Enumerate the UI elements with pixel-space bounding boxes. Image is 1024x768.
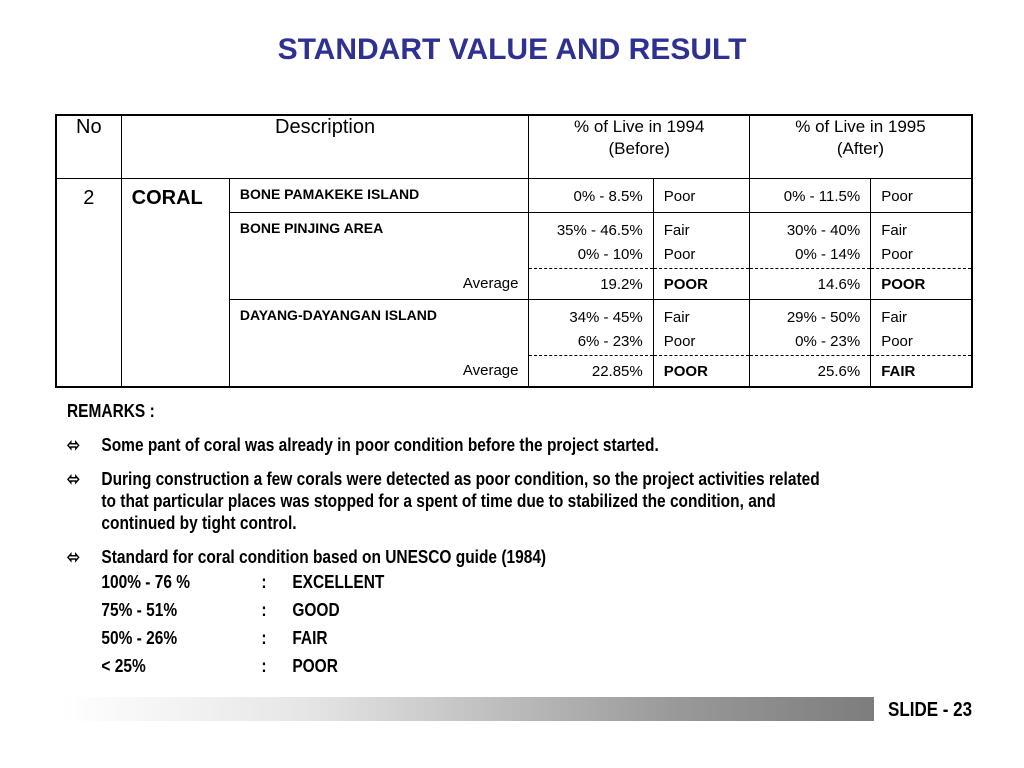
value-1995-b: 0% - 23% xyxy=(795,333,861,350)
status-1994-a: Fair xyxy=(663,309,690,326)
remark-text: Standard for coral condition based on UNESCO guide (1984) xyxy=(101,547,547,567)
value-1994 xyxy=(529,300,653,356)
site-name: BONE PINJING AREA xyxy=(229,213,529,269)
value-1995-b: 0% - 14% xyxy=(795,246,861,263)
status-1995-a: Fair xyxy=(881,222,908,239)
header-1995-title: % of Live in 1995 xyxy=(795,117,926,136)
status-1995-b: Poor xyxy=(881,333,913,350)
scale-row xyxy=(101,652,823,680)
average-1995: 14.6% xyxy=(749,269,870,300)
header-description: Description xyxy=(121,115,529,179)
status-1994-b: Poor xyxy=(663,333,696,350)
average-status-1995: FAIR xyxy=(871,356,972,388)
scale-range: 75% - 51% xyxy=(101,600,178,620)
remarks-section xyxy=(67,400,824,680)
scale-label: GOOD xyxy=(292,600,340,620)
scale-label: FAIR xyxy=(292,628,328,648)
average-1995: 25.6% xyxy=(749,356,870,388)
value-1994 xyxy=(529,213,653,269)
header-1995 xyxy=(749,115,972,179)
table-header-row xyxy=(56,115,972,179)
scale-label: POOR xyxy=(292,656,338,676)
scale-row xyxy=(101,596,823,624)
value-1994-a: 35% - 46.5% xyxy=(556,222,643,239)
row-number: 2 xyxy=(83,187,95,209)
status-1995: Poor xyxy=(871,179,972,213)
value-1994: 0% - 8.5% xyxy=(529,179,653,213)
status-1994 xyxy=(653,300,749,356)
status-1995 xyxy=(871,213,972,269)
status-1994 xyxy=(653,213,749,269)
header-1994-title: % of Live in 1994 xyxy=(574,117,705,136)
remark-text: During construction a few corals were detected as poor condition, so the project activities related to that particular places was stopped for a spent of time due to stabilized the condition, and continued by tight control. xyxy=(101,469,820,533)
site-name: BONE PAMAKEKE ISLAND xyxy=(229,179,529,213)
footer-gradient-bar xyxy=(60,697,874,721)
header-1995-sub: (After) xyxy=(836,139,885,158)
average-label: Average xyxy=(229,269,529,300)
average-status-1995: POOR xyxy=(871,269,972,300)
left-right-arrow-icon: ⬄ xyxy=(67,547,80,567)
value-1995: 0% - 11.5% xyxy=(749,179,870,213)
header-1994 xyxy=(529,115,749,179)
condition-scale xyxy=(101,568,823,680)
coral-results-table xyxy=(55,114,973,388)
average-status-1994: POOR xyxy=(653,356,749,388)
status-1994: Poor xyxy=(653,179,749,213)
remark-item xyxy=(67,434,824,456)
average-1994: 22.85% xyxy=(529,356,653,388)
value-1995 xyxy=(749,213,870,269)
scale-separator: : xyxy=(261,628,267,648)
slide-title: STANDART VALUE AND RESULT xyxy=(277,33,747,66)
remark-item xyxy=(67,546,824,568)
status-1994-b: Poor xyxy=(663,246,696,263)
scale-label: EXCELLENT xyxy=(292,572,385,592)
scale-range: 100% - 76 % xyxy=(101,572,191,592)
remarks-heading: REMARKS : xyxy=(67,401,155,421)
value-1995-a: 30% - 40% xyxy=(786,222,861,239)
average-status-1994: POOR xyxy=(653,269,749,300)
site-name: DAYANG-DAYANGAN ISLAND xyxy=(229,300,529,356)
scale-row xyxy=(101,624,823,652)
scale-range: 50% - 26% xyxy=(101,628,178,648)
scale-separator: : xyxy=(261,600,267,620)
scale-range: < 25% xyxy=(101,656,146,676)
value-1994-b: 0% - 10% xyxy=(577,246,643,263)
status-1994-a: Fair xyxy=(663,222,690,239)
left-right-arrow-icon: ⬄ xyxy=(67,435,80,455)
category-label: CORAL xyxy=(121,179,229,388)
remark-text: Some pant of coral was already in poor condition before the project started. xyxy=(101,435,659,455)
value-1995-a: 29% - 50% xyxy=(786,309,861,326)
scale-separator: : xyxy=(261,572,267,592)
value-1994-a: 34% - 45% xyxy=(569,309,643,326)
status-1995 xyxy=(871,300,972,356)
average-1994: 19.2% xyxy=(529,269,653,300)
scale-row xyxy=(101,568,823,596)
header-no: No xyxy=(56,115,121,179)
value-1995 xyxy=(749,300,870,356)
header-1994-sub: (Before) xyxy=(608,139,670,158)
status-1995-b: Poor xyxy=(881,246,913,263)
slide-number: SLIDE - 23 xyxy=(888,699,973,721)
scale-separator: : xyxy=(261,656,267,676)
value-1994-b: 6% - 23% xyxy=(577,333,643,350)
status-1995-a: Fair xyxy=(881,309,908,326)
average-label: Average xyxy=(229,356,529,388)
remark-item xyxy=(67,468,824,534)
table-row xyxy=(56,179,972,213)
left-right-arrow-icon: ⬄ xyxy=(67,469,80,489)
